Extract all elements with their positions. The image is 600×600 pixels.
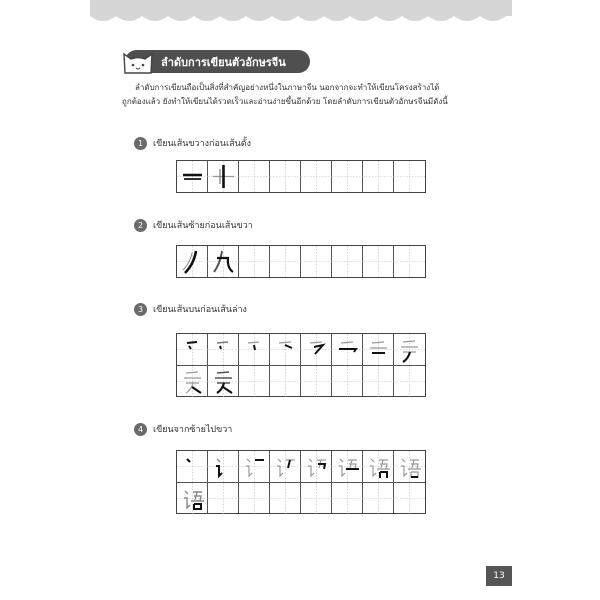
grid-cell-stroke: [208, 365, 239, 396]
section-title-text: ลำดับการเขียนตัวอักษรจีน: [161, 55, 286, 69]
grid-cell: [363, 161, 394, 192]
grid-cell: [301, 161, 332, 192]
grid-cell-stroke: [208, 451, 239, 482]
grid-cell: [208, 482, 239, 513]
grid-cell-stroke: [394, 451, 425, 482]
grid-row: [177, 451, 425, 482]
grid-cell-stroke: [332, 334, 363, 365]
step-label: เขียนเส้นบนก่อนเส้นล่าง: [153, 305, 247, 315]
grid-cell-stroke: [177, 334, 208, 365]
grid-cell-stroke: [177, 451, 208, 482]
grid-cell-stroke: [208, 246, 239, 277]
step-4: [134, 422, 232, 436]
grid-row: [177, 334, 425, 365]
step-number: 3: [134, 303, 147, 316]
grid-cell-stroke: [177, 246, 208, 277]
grid-cell: [301, 246, 332, 277]
practice-grid-3: [176, 333, 426, 397]
grid-cell-stroke: [363, 451, 394, 482]
grid-cell: [239, 482, 270, 513]
grid-cell: [332, 161, 363, 192]
practice-grid-4: [176, 450, 426, 514]
grid-cell: [332, 482, 363, 513]
practice-grid-1: [176, 160, 426, 193]
grid-cell: [239, 365, 270, 396]
grid-cell-stroke: [177, 365, 208, 396]
grid-cell: [332, 365, 363, 396]
step-3: [134, 302, 247, 316]
grid-cell: [363, 246, 394, 277]
grid-cell-stroke: [239, 334, 270, 365]
grid-cell: [394, 482, 425, 513]
grid-cell: [270, 246, 301, 277]
intro-line-2: ถูกต้องแล้ว ยังทำให้เขียนได้รวดเร็วและอ่านง่ายขึ้นอีกด้วย โดยลำดับการเขียนตัวอักษรจีนมีดังนี้: [122, 97, 448, 106]
grid-cell: [394, 246, 425, 277]
step-label: เขียนเส้นขวางก่อนเส้นตั้ง: [153, 139, 251, 149]
grid-cell: [270, 161, 301, 192]
grid-cell: [301, 482, 332, 513]
grid-cell: [363, 482, 394, 513]
intro-line-1: ลำดับการเขียนถือเป็นสิ่งที่สำคัญอย่างหนึ่งในภาษาจีน นอกจากจะทำให้เขียนโครงสร้างได้: [135, 83, 440, 92]
grid-row: [177, 365, 425, 396]
scalloped-header: [90, 0, 512, 24]
grid-cell-stroke: [270, 451, 301, 482]
grid-cell-stroke: [301, 334, 332, 365]
grid-cell: [239, 246, 270, 277]
grid-cell-stroke: [394, 334, 425, 365]
grid-cell: [239, 161, 270, 192]
cat-face-icon: [120, 46, 156, 76]
step-2: [134, 218, 253, 232]
intro-text: [122, 81, 495, 109]
grid-cell-stroke: [177, 161, 208, 192]
step-label: เขียนเส้นซ้ายก่อนเส้นขวา: [153, 221, 253, 231]
grid-cell-stroke: [332, 451, 363, 482]
grid-cell: [394, 161, 425, 192]
step-label: เขียนจากซ้ายไปขวา: [153, 425, 233, 435]
grid-cell: [363, 365, 394, 396]
grid-row: [177, 246, 425, 277]
grid-cell-stroke: [301, 451, 332, 482]
grid-cell-stroke: [177, 482, 208, 513]
step-number: 4: [134, 423, 147, 436]
grid-cell: [270, 482, 301, 513]
grid-cell: [394, 365, 425, 396]
step-number: 1: [134, 137, 147, 150]
grid-cell-stroke: [363, 334, 394, 365]
grid-row: [177, 482, 425, 513]
grid-cell-stroke: [270, 334, 301, 365]
grid-cell: [301, 365, 332, 396]
page-number: 13: [486, 566, 512, 586]
grid-cell-stroke: [208, 161, 239, 192]
grid-cell: [270, 365, 301, 396]
grid-cell-stroke: [239, 451, 270, 482]
grid-cell: [332, 246, 363, 277]
practice-grid-2: [176, 245, 426, 278]
step-1: [134, 136, 251, 150]
grid-row: [177, 161, 425, 192]
step-number: 2: [134, 219, 147, 232]
grid-cell-stroke: [208, 334, 239, 365]
